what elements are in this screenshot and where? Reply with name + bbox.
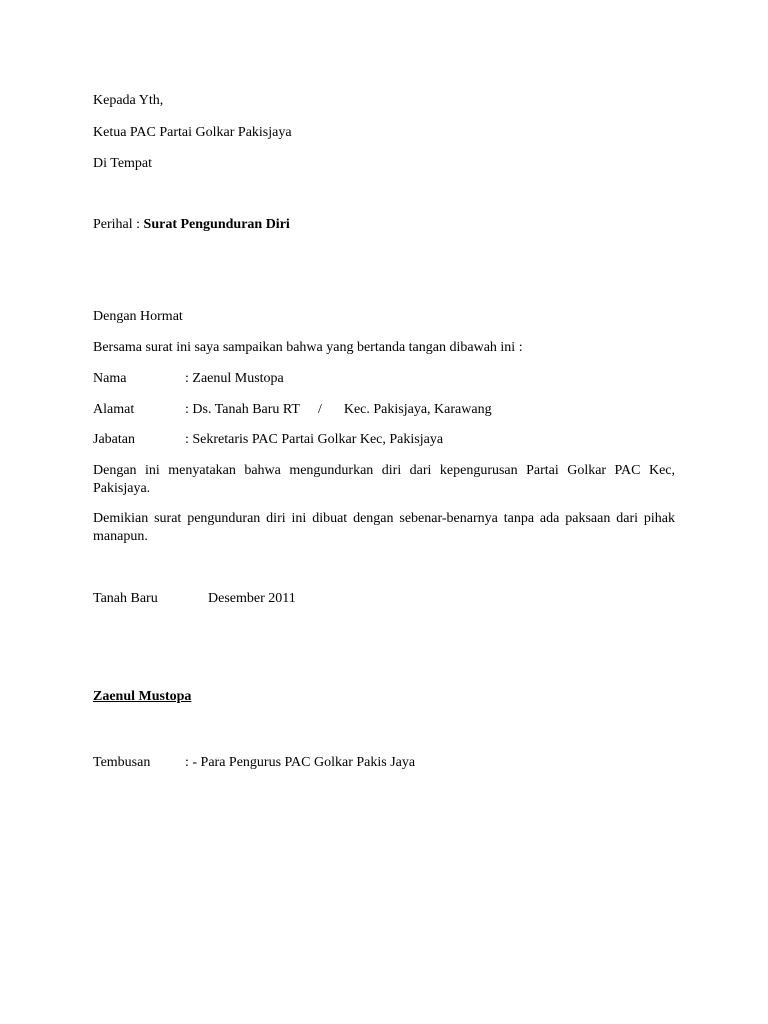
field-name-value: : Zaenul Mustopa [185,371,284,386]
salutation: Dengan Hormat [93,309,183,324]
field-position [93,431,443,449]
statement-paragraph: Dengan ini menyatakan bahwa mengundurkan diri dari kepengurusan Partai Golkar PAC Kec, Pakisjaya. [93,463,675,496]
field-address-value-b: Kec. Pakisjaya, Karawang [343,402,492,417]
cc-label: Tembusan [93,755,151,770]
intro-text: Bersama surat ini saya sampaikan bahwa yang bertanda tangan dibawah ini : [93,340,523,355]
date: Desember 2011 [208,591,296,606]
recipient-greeting: Kepada Yth, [93,93,164,108]
cc-value: : - Para Pengurus PAC Golkar Pakis Jaya [185,755,416,770]
field-address-value-a: : Ds. Tanah Baru RT [185,402,300,417]
recipient-title: Ketua PAC Partai Golkar Pakisjaya [93,125,292,140]
subject-line [93,216,290,234]
closing-paragraph: Demikian surat pengunduran diri ini dibuat dengan sebenar-benarnya tanpa ada paksaan dari pihak manapun. [93,511,675,544]
cc-line [93,754,415,772]
field-name [93,370,284,388]
place-date [93,590,296,608]
subject-text: Surat Pengunduran Diri [143,217,290,232]
field-position-value: : Sekretaris PAC Partai Golkar Kec, Pakisjaya [185,432,444,447]
place: Tanah Baru [93,591,158,606]
field-address-separator: / [317,402,322,417]
signature-name: Zaenul Mustopa [93,689,192,704]
field-address [93,401,492,419]
field-address-label: Alamat [93,402,135,417]
field-name-label: Nama [93,371,127,386]
field-position-label: Jabatan [93,432,135,447]
recipient-location: Di Tempat [93,156,153,171]
subject-label: Perihal : [93,217,144,232]
